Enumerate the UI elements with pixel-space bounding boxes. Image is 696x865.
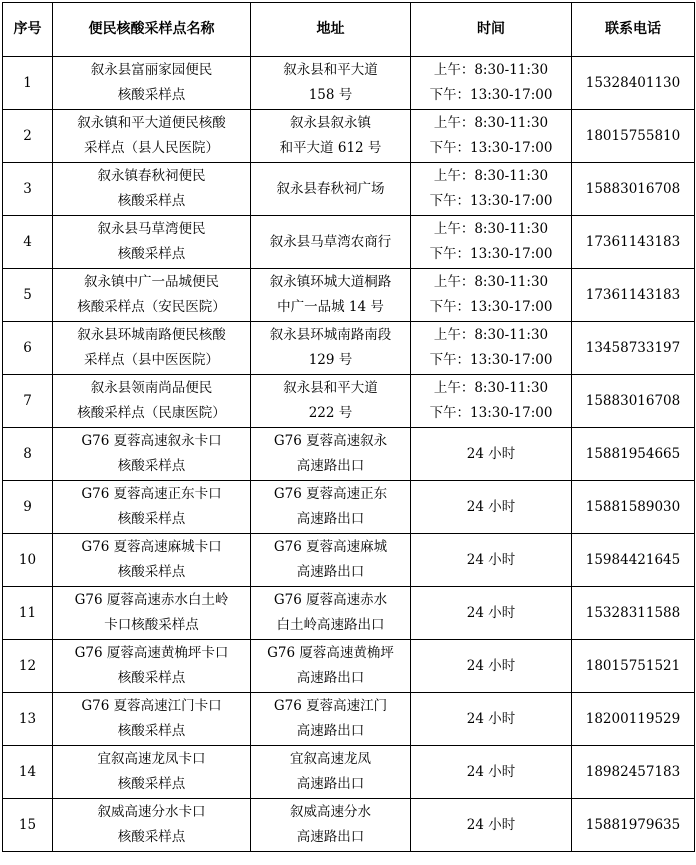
header-address: 地址 [251,3,411,57]
cell-site-name-line: 核酸采样点（安民医院） [77,299,226,315]
cell-phone: 18200119529 [572,693,695,746]
cell-address [251,640,411,693]
cell-address-line: 叙永县春秋祠广场 [276,180,385,197]
cell-time [411,110,572,163]
cell-seq: 4 [3,216,53,269]
cell-address-line: 高速路出口 [296,829,365,845]
cell-site-name-line: 叙永县环城南路便民核酸 [77,327,226,343]
cell-address-line: 高速路出口 [296,511,365,527]
cell-address [251,322,411,375]
cell-address-line: G76 厦蓉高速赤水 [273,592,388,608]
cell-seq: 1 [3,57,53,110]
cell-site-name [53,375,251,428]
cell-phone: 15881979635 [572,799,695,852]
cell-site-name-line: 核酸采样点（民康医院） [77,405,226,421]
cell-time-line: 24 小时 [466,551,516,568]
cell-time [411,428,572,481]
cell-time-line: 24 小时 [466,816,516,833]
cell-address-line: 222 号 [308,405,353,421]
cell-time-line: 24 小时 [466,445,516,462]
cell-address-line: 叙威高速分水 [290,804,371,820]
cell-site-name-line: 核酸采样点 [117,776,186,792]
cell-site-name-line: 核酸采样点 [117,564,186,580]
table-row [3,640,695,693]
cell-address-line: 和平大道 612 号 [279,140,382,156]
cell-phone: 18015751521 [572,640,695,693]
cell-time [411,375,572,428]
cell-seq: 8 [3,428,53,481]
cell-time-line: 上午：8:30-11:30 [433,115,549,131]
cell-address-line: 宜叙高速龙凤 [290,751,371,767]
cell-seq: 15 [3,799,53,852]
cell-site-name [53,110,251,163]
cell-site-name-line: 核酸采样点 [117,193,186,209]
cell-site-name-line: G76 夏蓉高速江门卡口 [81,698,222,714]
header-time: 时间 [411,3,572,57]
cell-site-name [53,269,251,322]
cell-site-name-line: 采样点（县中医医院） [84,352,219,368]
table-row [3,746,695,799]
cell-time [411,322,572,375]
cell-site-name [53,216,251,269]
cell-seq: 2 [3,110,53,163]
cell-site-name [53,163,251,216]
header-row [3,3,695,57]
cell-phone: 18982457183 [572,746,695,799]
cell-address [251,375,411,428]
cell-address [251,693,411,746]
cell-address-line: G76 厦蓉高速黄桷坪 [267,645,394,661]
cell-address-line: 高速路出口 [296,670,365,686]
cell-address-line: 129 号 [308,352,353,368]
cell-time-line: 上午：8:30-11:30 [433,62,549,78]
cell-time-line: 上午：8:30-11:30 [433,327,549,343]
cell-site-name-line: 核酸采样点 [117,246,186,262]
cell-seq: 11 [3,587,53,640]
header-seq: 序号 [3,3,53,57]
cell-phone: 15328401130 [572,57,695,110]
cell-site-name [53,428,251,481]
cell-address-line: G76 夏蓉高速正东 [273,486,388,502]
cell-site-name-line: G76 厦蓉高速黄桷坪卡口 [74,645,229,661]
cell-time-line: 24 小时 [466,657,516,674]
cell-site-name-line: 叙永县领南尚品便民 [90,380,213,396]
cell-site-name [53,799,251,852]
cell-time [411,57,572,110]
cell-time-line: 下午：13:30-17:00 [429,193,553,209]
cell-time [411,799,572,852]
table-row [3,322,695,375]
cell-site-name-line: 叙永县马草湾便民 [97,221,206,237]
cell-seq: 5 [3,269,53,322]
cell-seq: 7 [3,375,53,428]
cell-time-line: 上午：8:30-11:30 [433,274,549,290]
cell-seq: 14 [3,746,53,799]
cell-phone: 15881589030 [572,481,695,534]
cell-site-name-line: 叙永镇中广一品城便民 [84,274,219,290]
cell-time [411,746,572,799]
table-row [3,587,695,640]
cell-time-line: 上午：8:30-11:30 [433,221,549,237]
cell-address [251,799,411,852]
table-row [3,375,695,428]
cell-time [411,481,572,534]
cell-site-name [53,693,251,746]
table-row [3,534,695,587]
cell-address-line: 高速路出口 [296,776,365,792]
cell-address-line: 叙永县叙永镇 [290,115,371,131]
cell-site-name-line: 核酸采样点 [117,458,186,474]
cell-time [411,534,572,587]
cell-phone: 13458733197 [572,322,695,375]
cell-address-line: G76 夏蓉高速江门 [273,698,388,714]
cell-site-name [53,746,251,799]
table-row [3,481,695,534]
cell-address [251,216,411,269]
cell-site-name-line: 核酸采样点 [117,87,186,103]
cell-address-line: 叙永县马草湾农商行 [269,233,392,250]
cell-seq: 10 [3,534,53,587]
cell-site-name-line: G76 夏蓉高速麻城卡口 [81,539,222,555]
cell-site-name-line: G76 厦蓉高速赤水白土岭 [74,592,229,608]
cell-seq: 3 [3,163,53,216]
cell-address-line: 叙永县环城南路南段 [269,327,392,343]
cell-address-line: 高速路出口 [296,564,365,580]
cell-address [251,110,411,163]
cell-time [411,640,572,693]
cell-phone: 15328311588 [572,587,695,640]
table-row [3,799,695,852]
cell-address [251,163,411,216]
cell-time-line: 24 小时 [466,498,516,515]
cell-seq: 6 [3,322,53,375]
cell-phone: 15984421645 [572,534,695,587]
table-row [3,57,695,110]
cell-site-name [53,57,251,110]
cell-seq: 13 [3,693,53,746]
cell-address [251,428,411,481]
cell-phone: 15883016708 [572,163,695,216]
cell-site-name-line: 卡口核酸采样点 [104,617,199,633]
cell-address [251,746,411,799]
cell-address [251,587,411,640]
cell-time-line: 下午：13:30-17:00 [429,405,553,421]
cell-site-name-line: 核酸采样点 [117,670,186,686]
cell-seq: 12 [3,640,53,693]
cell-site-name-line: G76 夏蓉高速叙永卡口 [81,433,222,449]
cell-site-name-line: 核酸采样点 [117,829,186,845]
table-row [3,163,695,216]
cell-address [251,269,411,322]
cell-time [411,163,572,216]
cell-address-line: 叙永县和平大道 [283,62,378,78]
cell-time [411,587,572,640]
cell-address-line: 叙永县和平大道 [283,380,378,396]
cell-site-name-line: 宜叙高速龙凤卡口 [97,751,206,767]
cell-address [251,57,411,110]
cell-time [411,269,572,322]
cell-seq: 9 [3,481,53,534]
cell-time-line: 下午：13:30-17:00 [429,299,553,315]
sampling-sites-table [2,2,695,852]
cell-address-line: 叙永镇环城大道桐路 [269,274,392,290]
cell-phone: 15883016708 [572,375,695,428]
cell-phone: 18015755810 [572,110,695,163]
cell-address-line: 高速路出口 [296,458,365,474]
cell-address-line: G76 夏蓉高速麻城 [273,539,388,555]
cell-time-line: 上午：8:30-11:30 [433,168,549,184]
cell-time-line: 下午：13:30-17:00 [429,352,553,368]
cell-time-line: 24 小时 [466,763,516,780]
cell-address-line: 高速路出口 [296,723,365,739]
cell-phone: 17361143183 [572,269,695,322]
cell-time-line: 下午：13:30-17:00 [429,246,553,262]
cell-phone: 15881954665 [572,428,695,481]
cell-time [411,693,572,746]
cell-site-name-line: 叙永镇和平大道便民核酸 [77,115,226,131]
header-phone: 联系电话 [572,3,695,57]
cell-site-name [53,640,251,693]
cell-time-line: 24 小时 [466,604,516,621]
cell-time-line: 上午：8:30-11:30 [433,380,549,396]
cell-site-name-line: G76 夏蓉高速正东卡口 [81,486,222,502]
cell-time [411,216,572,269]
table-row [3,693,695,746]
table-row [3,110,695,163]
cell-address-line: 158 号 [308,87,353,103]
cell-site-name [53,587,251,640]
cell-time-line: 下午：13:30-17:00 [429,87,553,103]
cell-address-line: 中广一品城 14 号 [277,299,384,315]
cell-address-line: 白土岭高速路出口 [276,617,385,633]
cell-address-line: G76 夏蓉高速叙永 [273,433,388,449]
cell-site-name-line: 叙威高速分水卡口 [97,804,206,820]
cell-site-name [53,322,251,375]
header-site-name: 便民核酸采样点名称 [53,3,251,57]
cell-site-name-line: 采样点（县人民医院） [84,140,219,156]
cell-address [251,534,411,587]
cell-site-name [53,481,251,534]
table-row [3,216,695,269]
cell-site-name-line: 叙永镇春秋祠便民 [97,168,206,184]
cell-time-line: 下午：13:30-17:00 [429,140,553,156]
table-row [3,428,695,481]
cell-time-line: 24 小时 [466,710,516,727]
cell-site-name-line: 叙永县富丽家园便民 [90,62,213,78]
cell-site-name-line: 核酸采样点 [117,511,186,527]
cell-site-name-line: 核酸采样点 [117,723,186,739]
cell-site-name [53,534,251,587]
cell-address [251,481,411,534]
table-row [3,269,695,322]
cell-phone: 17361143183 [572,216,695,269]
